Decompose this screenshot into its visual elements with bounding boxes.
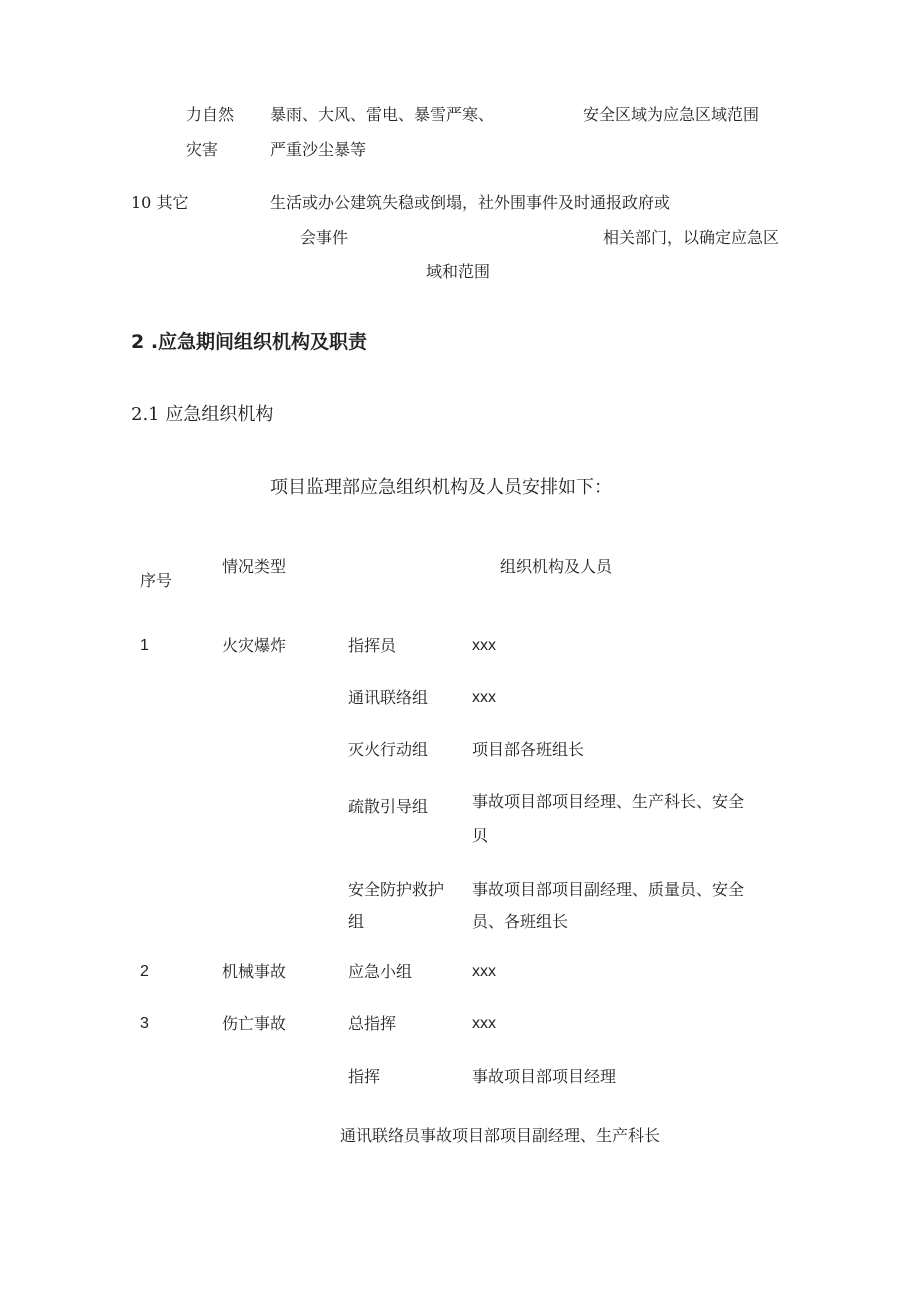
- row-evac-role: 疏散引导组: [348, 797, 429, 816]
- row1-no: 1: [140, 637, 149, 654]
- row1-role: 指挥员: [348, 636, 397, 655]
- section-2-1-heading: 2.1 应急组织机构: [131, 404, 274, 425]
- row-fire-person: 项目部各班组长: [472, 740, 585, 759]
- row1-type: 火灾爆炸: [222, 636, 287, 655]
- footer-line: 通讯联络员事故项目部项目副经理、生产科长: [340, 1126, 661, 1145]
- row-fire-role: 灭火行动组: [348, 740, 429, 759]
- row-comm-person: xxx: [472, 689, 496, 706]
- row-comm-role: 通讯联络组: [348, 688, 429, 707]
- other-range-line2: 域和范围: [426, 262, 491, 281]
- row3-no: 3: [140, 1015, 149, 1032]
- row2-type: 机械事故: [222, 962, 287, 981]
- table-caption: 项目监理部应急组织机构及人员安排如下：: [270, 477, 612, 498]
- row-evac-person-line1: 事故项目部项目经理、生产科长、安全: [472, 792, 745, 811]
- row-command-person: 事故项目部项目经理: [472, 1067, 617, 1086]
- row-safety-role-line1: 安全防护救护: [348, 880, 445, 899]
- header-type: 情况类型: [222, 557, 287, 576]
- row-command-role: 指挥: [348, 1067, 381, 1086]
- header-org: 组织机构及人员: [500, 557, 613, 576]
- row-safety-role-line2: 组: [348, 912, 365, 931]
- nature-desc-line1: 暴雨、大风、雷电、暴雪严寒、: [270, 105, 495, 124]
- nature-type-line1: 力自然: [186, 105, 235, 124]
- row2-no: 2: [140, 963, 149, 980]
- nature-desc-line2: 严重沙尘暴等: [270, 140, 367, 159]
- row-evac-person-line2: 贝: [472, 826, 489, 845]
- header-no: 序号: [140, 571, 173, 590]
- row3-type: 伤亡事故: [222, 1014, 287, 1033]
- row3-person: xxx: [472, 1015, 496, 1032]
- row2-role: 应急小组: [348, 962, 413, 981]
- row2-person: xxx: [472, 963, 496, 980]
- nature-range: 安全区域为应急区域范围: [583, 105, 760, 124]
- section-2-heading: 2 .应急期间组织机构及职责: [131, 331, 368, 353]
- row-safety-person-line2: 员、各班组长: [472, 912, 569, 931]
- row3-role: 总指挥: [348, 1014, 397, 1033]
- nature-type-line2: 灾害: [186, 140, 219, 159]
- other-no-type: 10 其它: [131, 193, 189, 212]
- row1-person: xxx: [472, 637, 496, 654]
- row-safety-person-line1: 事故项目部项目副经理、质量员、安全: [472, 880, 745, 899]
- other-desc-line2: 会事件: [300, 228, 349, 247]
- other-desc-line1: 生活或办公建筑失稳或倒塌，社外围事件及时通报政府或: [270, 193, 671, 212]
- other-range-line1: 相关部门，以确定应急区: [603, 228, 780, 247]
